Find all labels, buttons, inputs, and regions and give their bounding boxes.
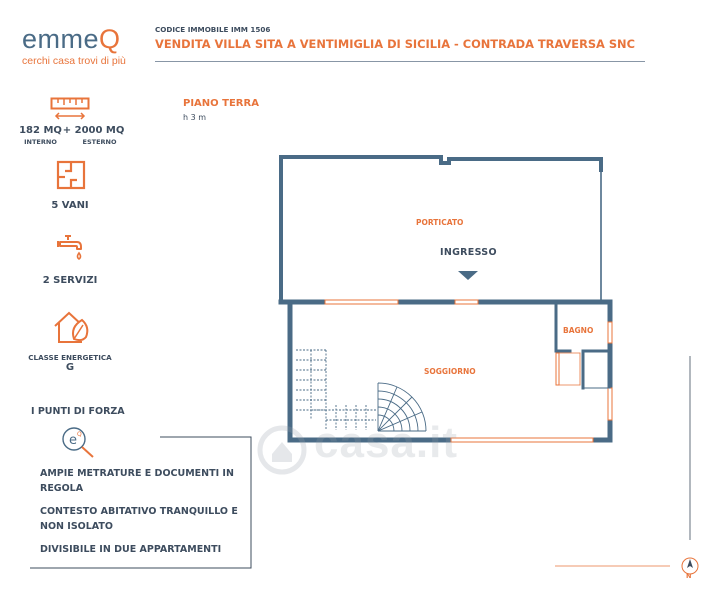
room-label-entrance: INGRESSO [440, 247, 497, 258]
property-code: CODICE IMMOBILE IMM 1506 [155, 25, 271, 34]
strengths-title: I PUNTI DI FORZA [31, 406, 125, 417]
compass-north-label: N [686, 572, 692, 580]
svg-text:e: e [69, 433, 77, 448]
strength-item: CONTESTO ABITATIVO TRANQUILLO E NON ISOLATO [40, 506, 238, 532]
strength-item: DIVISIBILE IN DUE APPARTAMENTI [40, 544, 222, 555]
rooms-value: 5 VANI [51, 200, 89, 211]
window [608, 388, 612, 420]
window [455, 300, 478, 304]
brand-name-accent: Q [99, 24, 121, 54]
energy-label: CLASSE ENERGETICA [28, 353, 112, 362]
brand-tagline: cerchi casa trovi di più [22, 55, 126, 67]
area-internal-value: 182 MQ [19, 125, 62, 136]
window [325, 300, 398, 304]
window [608, 322, 612, 343]
energy-class-value: G [65, 362, 75, 373]
window [451, 438, 593, 442]
area-external-label: ESTERNO [82, 138, 117, 146]
porch-wall [281, 157, 601, 302]
area-internal-label: INTERNO [24, 138, 57, 146]
area-plus: + [62, 125, 72, 136]
floor-title: PIANO TERRA [183, 98, 259, 109]
watermark-logo-icon [256, 424, 308, 476]
room-label-porch: PORTICATO [416, 218, 464, 227]
area-external-value: 2000 MQ [74, 125, 125, 136]
room-label-bath: BAGNO [563, 326, 594, 335]
room-label-living: SOGGIORNO [424, 367, 476, 376]
bathrooms-value: 2 SERVIZI [42, 275, 98, 286]
bath-door [556, 353, 559, 385]
entrance-arrow [458, 271, 478, 280]
house-wall [593, 420, 610, 440]
listing-title: VENDITA VILLA SITA A VENTIMIGLIA DI SICILIA - CONTRADA TRAVERSA SNC [155, 37, 635, 51]
brand-name: emme [22, 24, 100, 54]
watermark-text: casa.it [314, 418, 458, 467]
svg-text:Q: Q [77, 431, 82, 438]
strength-item: AMPIE METRATURE E DOCUMENTI IN REGOLA [40, 468, 234, 494]
house-wall [478, 302, 610, 322]
compass [555, 356, 698, 574]
floor-height: h 3 m [183, 113, 207, 122]
